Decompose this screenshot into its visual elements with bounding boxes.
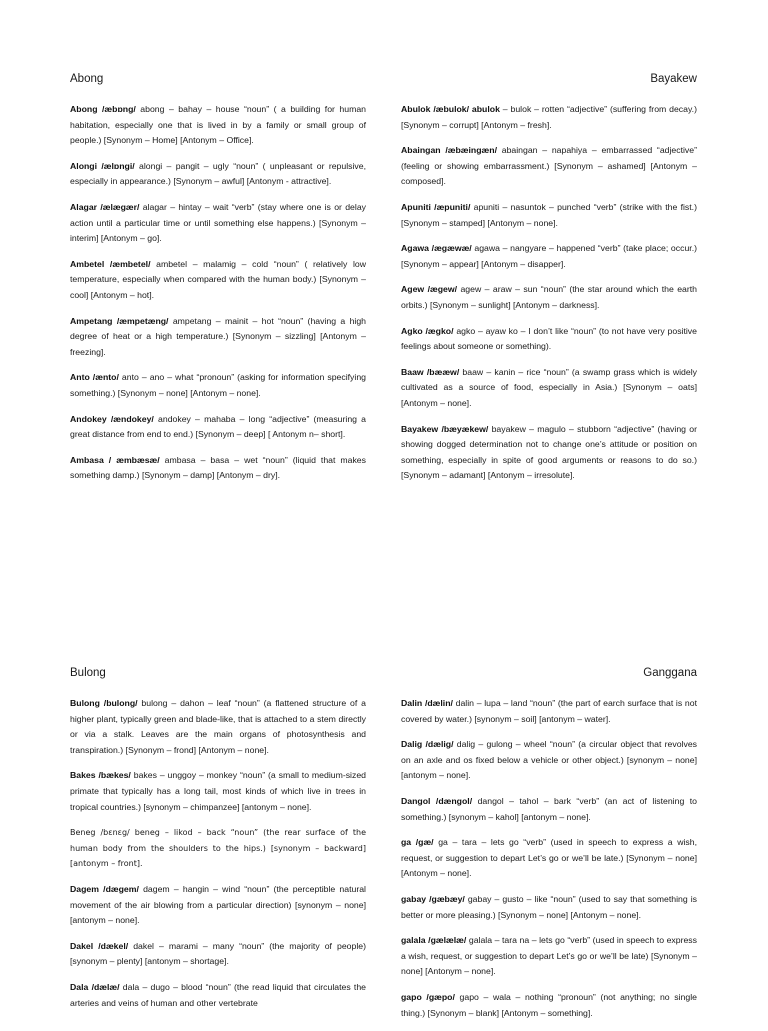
headword: Dalin /dælin/	[401, 698, 453, 708]
entry-dakel	[70, 939, 366, 970]
definition: galala – tara na – lets go “verb” (used in speech to express a wish, request, or suggestion to depart Let’s go or we’ll be late) [Synonym – none] [Antonym – none].	[401, 935, 697, 977]
definition: dagem – hangin – wind “noun” (the perceptible natural movement of the air blowing from a particular direction) [synonym – none] [antonym – none].	[70, 883, 366, 926]
definition: bulong – dahon – leaf “noun” (a flattened structure of a higher plant, typically green and blade-like, that is attached to a stem directly or via a stalk. Leaves are the main organs of photosynthesis and transpiration.) [Synonym – frond] [Antonym – none].	[70, 698, 366, 755]
section-bayakew	[401, 72, 697, 494]
entry-abaingan	[401, 143, 697, 190]
headword: Dala /dælæ/	[70, 981, 120, 992]
definition: gapo – wala – nothing “pronoun” (not anything; no single thing.) [Synonym – blank] [Antonym – something].	[401, 991, 697, 1018]
headword: Agew /ægew/	[401, 284, 458, 295]
definition: dalig – gulong – wheel “noun” (a circular object that revolves on an axle and os fixed below a vehicle or other object.) [synonym – none] [antonym – none].	[401, 739, 697, 781]
definition: anto – ano – what “pronoun” (asking for information specifying something.) [Synonym – none] [Antonym – none].	[70, 372, 366, 398]
headword: Abaingan /æbæingæn/	[401, 145, 497, 156]
headword: gapo /gæpo/	[401, 991, 455, 1002]
headword: Ampetang /æmpetæng/	[70, 315, 169, 326]
entry-beneg	[70, 825, 366, 872]
definition: dalin – lupa – land “noun” (the part of earch surface that is not covered by water.) [synonym – soil] [antonym – water].	[401, 698, 697, 724]
entry-gabay	[401, 892, 697, 923]
entry-ampetang	[70, 314, 366, 361]
headword: Dakel /dækel/	[70, 940, 129, 951]
section-abong	[70, 72, 366, 494]
headword: Ambetel /æmbetel/	[70, 258, 151, 269]
headword: Abulok /æbulok/ abulok	[401, 104, 500, 114]
entry-andokey	[70, 412, 366, 443]
headword: Dagem /dægem/	[70, 883, 139, 894]
headword: galala /gælælæ/	[401, 935, 467, 946]
entry-gapo	[401, 990, 697, 1021]
section-header: Abong	[70, 73, 104, 85]
headword: Bayakew /bæyækew/	[401, 423, 489, 434]
section-bulong	[70, 666, 366, 1021]
definition: gabay – gusto – like “noun” (used to say that something is better or more pleasing.) [Synonym – none] [Antonym – none].	[401, 893, 697, 920]
entry-alagar	[70, 200, 366, 247]
entry-baaw	[401, 365, 697, 412]
definition: – bulok – rotten “adjective” (suffering from decay.) [Synonym – corrupt] [Antonym – fresh].	[401, 104, 697, 130]
headword: Abong /æbɒng/	[70, 104, 136, 114]
definition: abong – bahay – house “noun” ( a building for human habitation, especially one that is lived in by a family or small group of people.) [Synonym – Home] [Antonym – Office].	[70, 104, 366, 146]
section-header: Bulong	[70, 667, 106, 679]
headword: Bulong /bulong/	[70, 698, 138, 708]
definition: agko – ayaw ko – I don’t like “noun” (to not have very positive feelings about someone or something).	[401, 325, 697, 352]
entry-galala	[401, 933, 697, 980]
headword: Baaw /bææw/	[401, 366, 460, 377]
entry-agawa	[401, 241, 697, 272]
entry-agko	[401, 324, 697, 355]
headword: Agko /ægko/	[401, 325, 454, 336]
definition: dakel – marami – many “noun” (the majority of people) [synonym – plenty] [antonym – shortage].	[70, 940, 366, 967]
entry-dagem	[70, 882, 366, 929]
headword: Alongi /ælɒngi/	[70, 160, 135, 171]
entry-abong	[70, 102, 366, 149]
entry-bulong	[70, 696, 366, 758]
headword: Apuniti /æpuniti/	[401, 201, 471, 212]
entry-anto	[70, 370, 366, 401]
definition: baaw – kanin – rice “noun” (a swamp grass which is widely cultivated as a source of food, especially in Asia.) [Synonym – oats] [Antonym – none].	[401, 366, 697, 408]
definition: dala – dugo – blood “noun” (the read liquid that circulates the arteries and veins of human and other vertebrate	[70, 981, 366, 1008]
headword: Ambasa / æmbæsæ/	[70, 454, 160, 465]
entry-ambetel	[70, 257, 366, 304]
entry-agew	[401, 282, 697, 313]
definition: ambetel – malamig – cold “noun” ( relatively low temperature, especially when compared with the human body.) [Synonym – cool] [Antonym – hot].	[70, 258, 366, 300]
headword: Agawa /ægæwæ/	[401, 243, 472, 254]
entry-dalig	[401, 737, 697, 784]
definition: abaingan – napahiya – embarrassed “adjective” (feeling or showing embarrassment.) [Synonym – ashamed] [Antonym – composed].	[401, 145, 697, 187]
entry-dala	[70, 980, 366, 1011]
headword: gabay /gæbæy/	[401, 893, 465, 904]
definition: ga – tara – lets go “verb” (used in speech to express a wish, request, or suggestion to depart Let’s go or we’ll be late.) [Synonym – none] [Antonym – none].	[401, 837, 697, 879]
headword: ga /gæ/	[401, 837, 434, 848]
section-header: Bayakew	[650, 73, 697, 85]
definition: agew – araw – sun “noun” (the star around which the earth orbits.) [Synonym – sunlight] [Antonym – darkness].	[401, 284, 698, 310]
headword: Andokey /ændokey/	[70, 413, 154, 424]
headword: Bakes /bækes/	[70, 770, 131, 781]
definition: alagar – hintay – wait “verb” (stay where one is or delay action until a particular time or until something else happens.) [Synonym – interim] [Antonym – go].	[70, 201, 366, 244]
headword: Dalig /dælig/	[401, 739, 454, 750]
entry-abulok	[401, 102, 697, 133]
definition: bayakew – magulo – stubborn “adjective” (having or showing dogged determination not to change one’s attitude or position on something, especially in spite of good arguments or reasons to do so.) [Synonym – adamant] [Antonym – irresolute].	[401, 423, 697, 481]
section-ganggana	[401, 666, 697, 1031]
definition: Beneg /bεnεg/ beneg – likod – back “noun” (the rear surface of the human body from the shoulders to the hips.) [synonym – backward] [antonym – front].	[70, 828, 366, 869]
entry-apuniti	[401, 200, 697, 231]
definition: ambasa – basa – wet “noun” (liquid that makes something damp.) [Synonym – damp] [Antonym – dry].	[70, 454, 366, 481]
entry-ga	[401, 835, 697, 882]
definition: dangol – tahol – bark “verb” (an act of listening to something.) [synonym – kahol] [antonym – none].	[401, 795, 697, 822]
entry-ambasa	[70, 453, 366, 484]
headword: Dangol /dængol/	[401, 795, 473, 806]
entry-alongi	[70, 159, 366, 190]
section-header: Ganggana	[643, 667, 697, 679]
headword: Alagar /ælægær/	[70, 201, 140, 212]
headword: Anto /ænto/	[70, 372, 119, 383]
entry-dangol	[401, 794, 697, 825]
definition: apuniti – nasuntok – punched “verb” (strike with the fist.) [Synonym – stamped] [Antonym – none].	[401, 201, 697, 228]
definition: andokey – mahaba – long “adjective” (measuring a great distance from end to end.) [Synonym – deep] [ Antonym n– short].	[70, 413, 366, 440]
definition: bakes – unggoy – monkey “noun” (a small to medium-sized primate that typically has a long tail, most kinds of which live in trees in tropical countries.) [synonym – chimpanzee] [antonym – none].	[70, 770, 366, 812]
definition: ampetang – mainit – hot “noun” (having a high degree of heat or a high temperature.) [Synonym – sizzling] [Antonym – freezing].	[70, 315, 366, 357]
entry-dalin	[401, 696, 697, 727]
entry-bayakew	[401, 422, 697, 484]
definition: alongi – pangit – ugly “noun” ( unpleasant or repulsive, especially in appearance.) [Synonym – awful] [Antonym - attractive].	[70, 160, 367, 187]
definition: agawa – nangyare – happened “verb” (take place; occur.) [Synonym – appear] [Antonym – disapper].	[401, 243, 698, 269]
entry-bakes	[70, 768, 366, 815]
